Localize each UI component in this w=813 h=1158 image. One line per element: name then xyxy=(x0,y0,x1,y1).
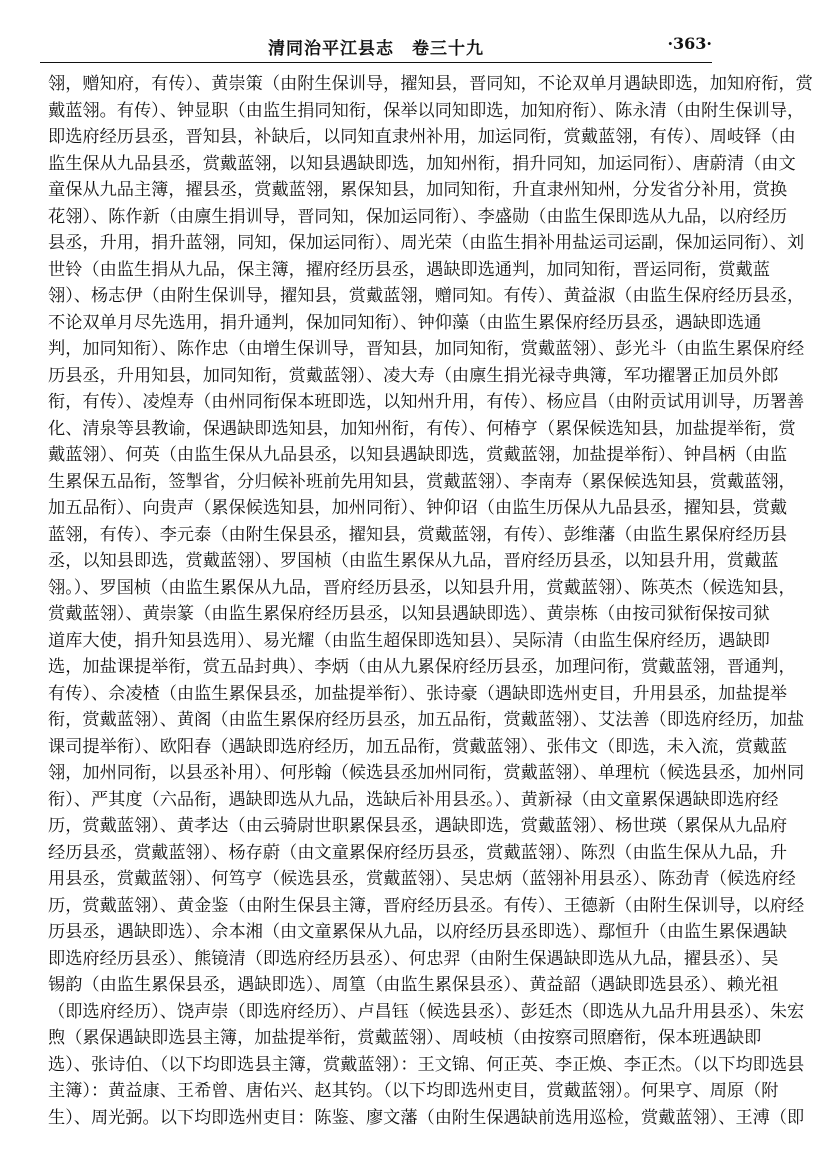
text-line: 生累保五品衔，签掣省，分归候补班前先用知县，赏戴蓝翎）、李南寿（累保候选知县，赏戴蓝翎， xyxy=(48,471,796,492)
header-rule xyxy=(40,62,712,63)
text-line: 课司提举衔）、欧阳春（遇缺即选府经历，加五品衔，赏戴蓝翎）、张伟文（即选，未入流，赏戴蓝 xyxy=(48,736,788,757)
text-line: 世铃（由监生捐从九品，保主簿，擢府经历县丞，遇缺即选通判，加同知衔，晋运同衔，赏戴蓝 xyxy=(48,259,770,280)
text-line: 历，赏戴蓝翎）、黄金鉴（由附生保县主簿，晋府经历县丞。有传）、王德新（由附生保训导，以府经 xyxy=(48,895,805,916)
text-line: 选）、张诗伯、（以下均即选县主簿，赏戴蓝翎）：王文锦、何正英、李正焕、李正杰。（以下均即选县 xyxy=(48,1054,805,1075)
text-line: 监生保从九品县丞，赏戴蓝翎，以知县遇缺即选，加知州衔，捐升同知，加运同衔）、唐蔚清（由文 xyxy=(48,153,796,174)
text-line: 经历县丞，赏戴蓝翎）、杨存蔚（由文童累保府经历县丞，赏戴蓝翎）、陈烈（由监生保从九品，升 xyxy=(48,842,788,863)
text-line: 翎，加州同衔，以县丞补用）、何彤翰（候选县丞加州同衔，赏戴蓝翎）、单理杭（候选县丞，加州同 xyxy=(48,763,805,783)
text-line: 衔，有传）、凌煌寿（由州同衔保本班即选，以知州升用，有传）、杨应昌（由附贡试用训导，历署善 xyxy=(48,392,805,412)
running-title: 清同治平江县志 卷三十九 xyxy=(268,39,484,59)
text-line: 即选府经历县丞）、熊镜清（即选府经历县丞）、何忠羿（由附生保遇缺即选从九品，擢县丞）、吴 xyxy=(48,948,779,969)
page-number: ·363· xyxy=(667,34,712,53)
text-line: 童保从九品主簿，擢县丞，赏戴蓝翎，累保知县，加同知衔，升直隶州知州，分发省分补用，赏换 xyxy=(48,180,788,200)
text-line: 即选府经历县丞，晋知县，补缺后，以同知直隶州补用，加运同衔，赏戴蓝翎，有传）、周岐铎（由 xyxy=(48,127,796,147)
text-line: 选，加盐课提举衔，赏五品封典）、李炳（由从九累保府经历县丞，加理问衔，赏戴蓝翎，晋通判， xyxy=(48,657,796,677)
text-line: 丞，以知县即选，赏戴蓝翎）、罗国桢（由监生累保从九品，晋府经历县丞，以知县升用，赏戴蓝 xyxy=(48,551,779,571)
text-line: 历，赏戴蓝翎）、黄孝达（由云骑尉世职累保县丞，遇缺即选，赏戴蓝翎）、杨世瑛（累保从九品府 xyxy=(48,816,788,836)
text-line: 蓝翎，有传）、李元泰（由附生保县丞，擢知县，赏戴蓝翎，有传）、彭维藩（由监生累保府经历县 xyxy=(48,524,788,545)
text-line: 道库大使，捐升知县选用）、易光耀（由监生超保即选知县）、吴际清（由监生保府经历，遇缺即 xyxy=(48,630,770,651)
text-line: 花翎）、陈作新（由廪生捐训导，晋同知，保加运同衔）、李盛勋（由监生保即选从九品，以府经历 xyxy=(48,206,788,227)
text-line: 加五品衔）、向贵声（累保候选知县，加州同衔）、钟仰诏（由监生历保从九品县丞，擢知县，赏戴 xyxy=(48,498,788,518)
text-line: 不论双单月尽先选用，捐升通判，保加同知衔）、钟仰藻（由监生累保府经历县丞，遇缺即选通 xyxy=(48,312,762,333)
page-header xyxy=(40,28,712,62)
text-line: 历县丞，升用知县，加同知衔，赏戴蓝翎）、凌大寿（由廪生捐光禄寺典簿，军功擢署正加员外郎 xyxy=(48,365,779,386)
text-line: 赏戴蓝翎）、黄崇篆（由监生累保府经历县丞，以知县遇缺即选）、黄崇栋（由按司狱衔保按司狱 xyxy=(48,604,770,624)
text-line: 主簿）：黄益康、王希曾、唐佑兴、赵其钧。（以下均即选州吏目，赏戴蓝翎）。何果亨、周原（附 xyxy=(48,1081,779,1101)
text-line: 历县丞，遇缺即选）、佘本湘（由文童累保从九品，以府经历县丞即选）、鄢恒升（由监生累保遇缺 xyxy=(48,922,788,942)
text-line xyxy=(48,1131,710,1158)
text-line: 县丞，升用，捐升蓝翎，同知，保加运同衔）、周光荣（由监生捐补用盐运司运副，保加运同衔）、刘 xyxy=(48,233,805,253)
text-line: 衔）、严其度（六品衔，遇缺即选从九品，选缺后补用县丞。）、黄新禄（由文童累保遇缺即选府经 xyxy=(48,789,779,810)
body-text xyxy=(48,71,813,1128)
text-line: 有传）、佘凌楂（由监生累保县丞，加盐提举衔）、张诗豪（遇缺即选州吏目，升用县丞，加盐提举 xyxy=(48,683,788,704)
text-line: 翎。）、罗国桢（由监生累保从九品，晋府经历县丞，以知县升用，赏戴蓝翎）、陈英杰（候选知县， xyxy=(48,577,796,598)
text-line: （即选府经历）、饶声崇（即选府经历）、卢昌钰（候选县丞）、彭廷杰（即选从九品升用县丞）、朱宏 xyxy=(48,1001,805,1022)
text-line: 戴蓝翎。有传）、钟显职（由监生捐同知衔，保举以同知即选，加知府衔）、陈永清（由附生保训导， xyxy=(48,100,805,121)
text-line: 锡韵（由监生累保县丞，遇缺即选）、周篁（由监生累保县丞）、黄益韶（遇缺即选县丞）、赖光祖 xyxy=(48,975,779,995)
text-line: 翎，赠知府，有传）、黄崇策（由附生保训导，擢知县，晋同知，不论双单月遇缺即选，加知府衔，赏 xyxy=(48,74,813,94)
text-line: 判，加同知衔）、陈作忠（由增生保训导，晋知县，加同知衔，赏戴蓝翎）、彭光斗（由监生累保府经 xyxy=(48,339,805,359)
text-line: 翎）、杨志伊（由附生保训导，擢知县，赏戴蓝翎，赠同知。有传）、黄益淑（由监生保府经历县丞， xyxy=(48,286,805,306)
text-line: 煦（累保遇缺即选县主簿，加盐提举衔，赏戴蓝翎）、周岐桢（由按察司照磨衔，保本班遇缺即 xyxy=(48,1028,762,1048)
text-line: 戴蓝翎）、何英（由监生保从九品县丞，以知县遇缺即选，赏戴蓝翎，加盐提举衔）、钟昌柄（由监 xyxy=(48,445,788,465)
text-line: 衔，赏戴蓝翎）、黄阁（由监生累保府经历县丞，加五品衔，赏戴蓝翎）、艾法善（即选府经历，加盐 xyxy=(48,710,805,730)
text-line: 用县丞，赏戴蓝翎）、何笃亨（候选县丞，赏戴蓝翎）、吴忠炳（蓝翎补用县丞）、陈劲青（候选府经 xyxy=(48,869,796,889)
text-line: 生）、周光弼。以下均即选州吏目：陈鉴、廖文藩（由附生保遇缺前选用巡检，赏戴蓝翎）、王溥（即 xyxy=(48,1107,805,1128)
text-line: 化、清泉等县教谕，保遇缺即选知县，加知州衔，有传）、何椿亨（累保候选知县，加盐提举衔，赏 xyxy=(48,418,796,439)
